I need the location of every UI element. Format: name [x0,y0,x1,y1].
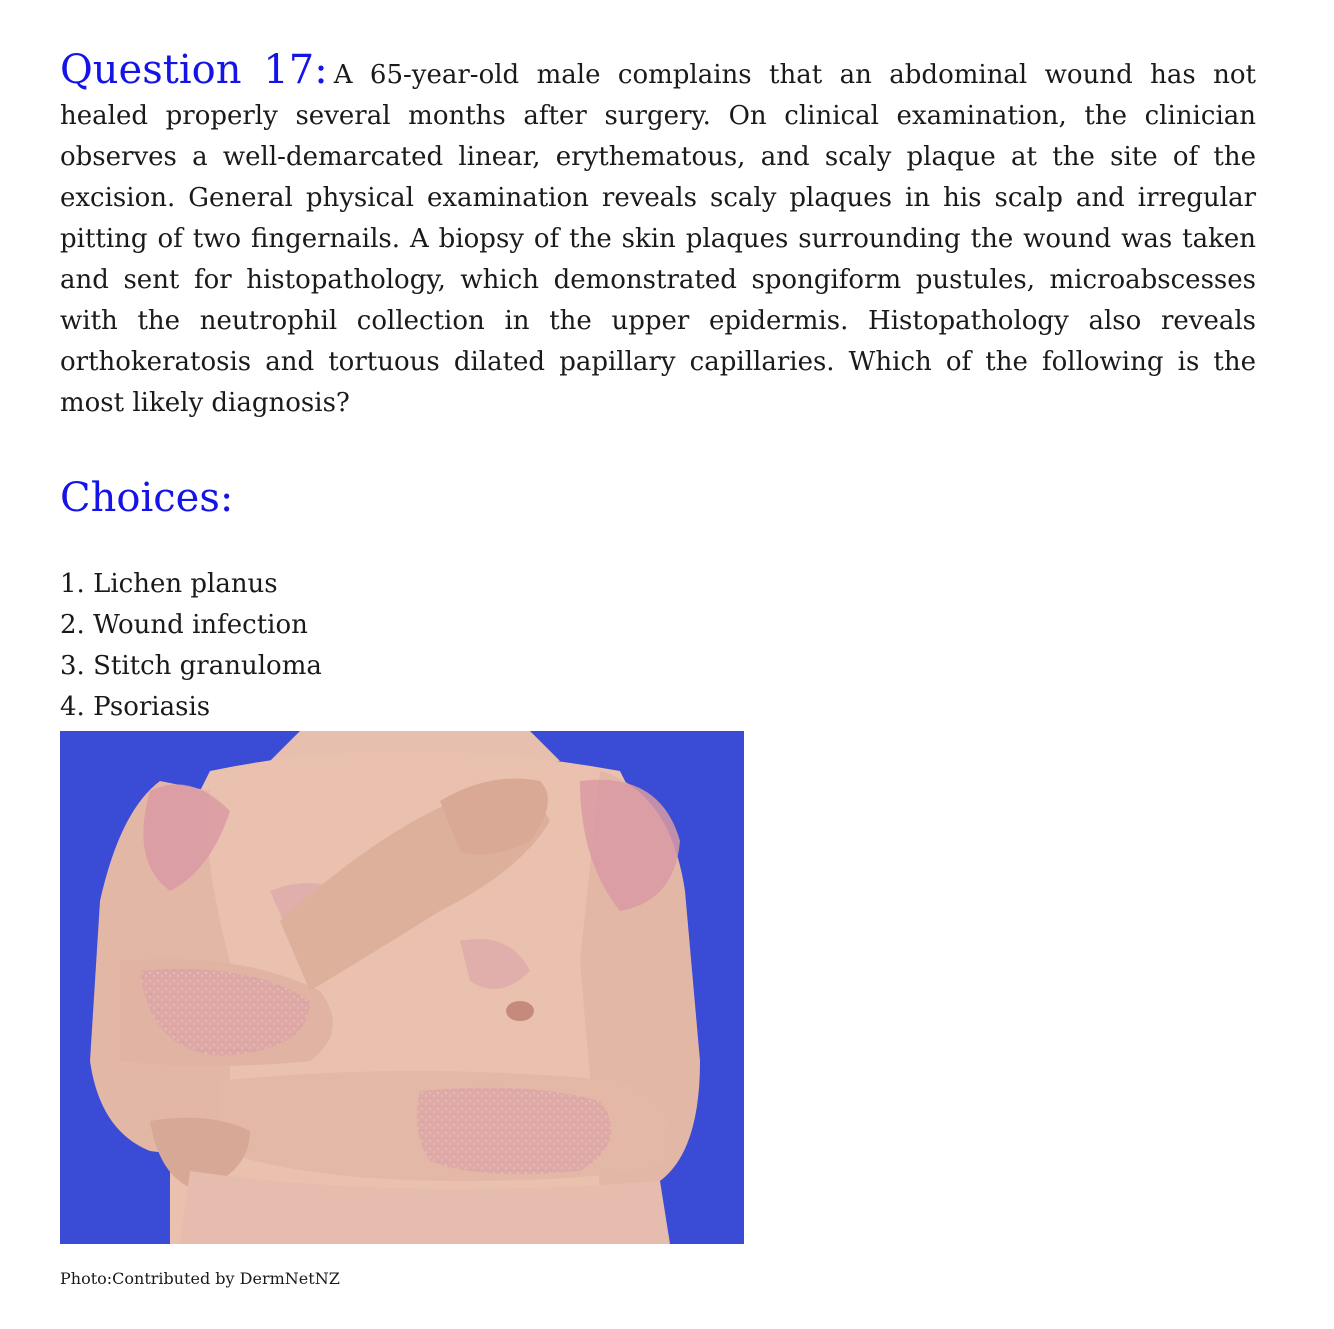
choice-list [60,564,1256,728]
choice-item-3[interactable]: 3. Stitch granuloma [60,651,322,681]
question-paragraph [60,47,1256,424]
choice-item-2[interactable]: 2. Wound infection [60,610,308,640]
question-label: Question 17: [60,47,328,93]
choice-item-1[interactable]: 1. Lichen planus [60,569,278,599]
choices-heading: Choices: [60,475,234,521]
clinical-photo-drawing [60,731,744,1244]
clinical-photo [60,731,744,1244]
question-page [60,47,1256,728]
photo-caption: Photo:Contributed by DermNetNZ [60,1269,340,1288]
nipple [506,1001,534,1021]
choice-item-4[interactable]: 4. Psoriasis [60,692,211,722]
question-text: A 65-year-old male complains that an abdominal wound has not healed properly several months after surgery. On clinical examination, the clinician observes a well-demarcated linear, erythematous, and scaly plaque at the site of the excision. General physical examination reveals scaly plaques in his scalp and irregular pitting of two fingernails. A biopsy of the skin plaques surrounding the wound was taken and sent for histopathology, which demonstrated spongiform pustules, microabscesses with the neutrophil collection in the upper epidermis. Histopathology also reveals orthokeratosis and tortuous dilated papillary capillaries. Which of the following is the most likely diagnosis? [60,60,1256,418]
